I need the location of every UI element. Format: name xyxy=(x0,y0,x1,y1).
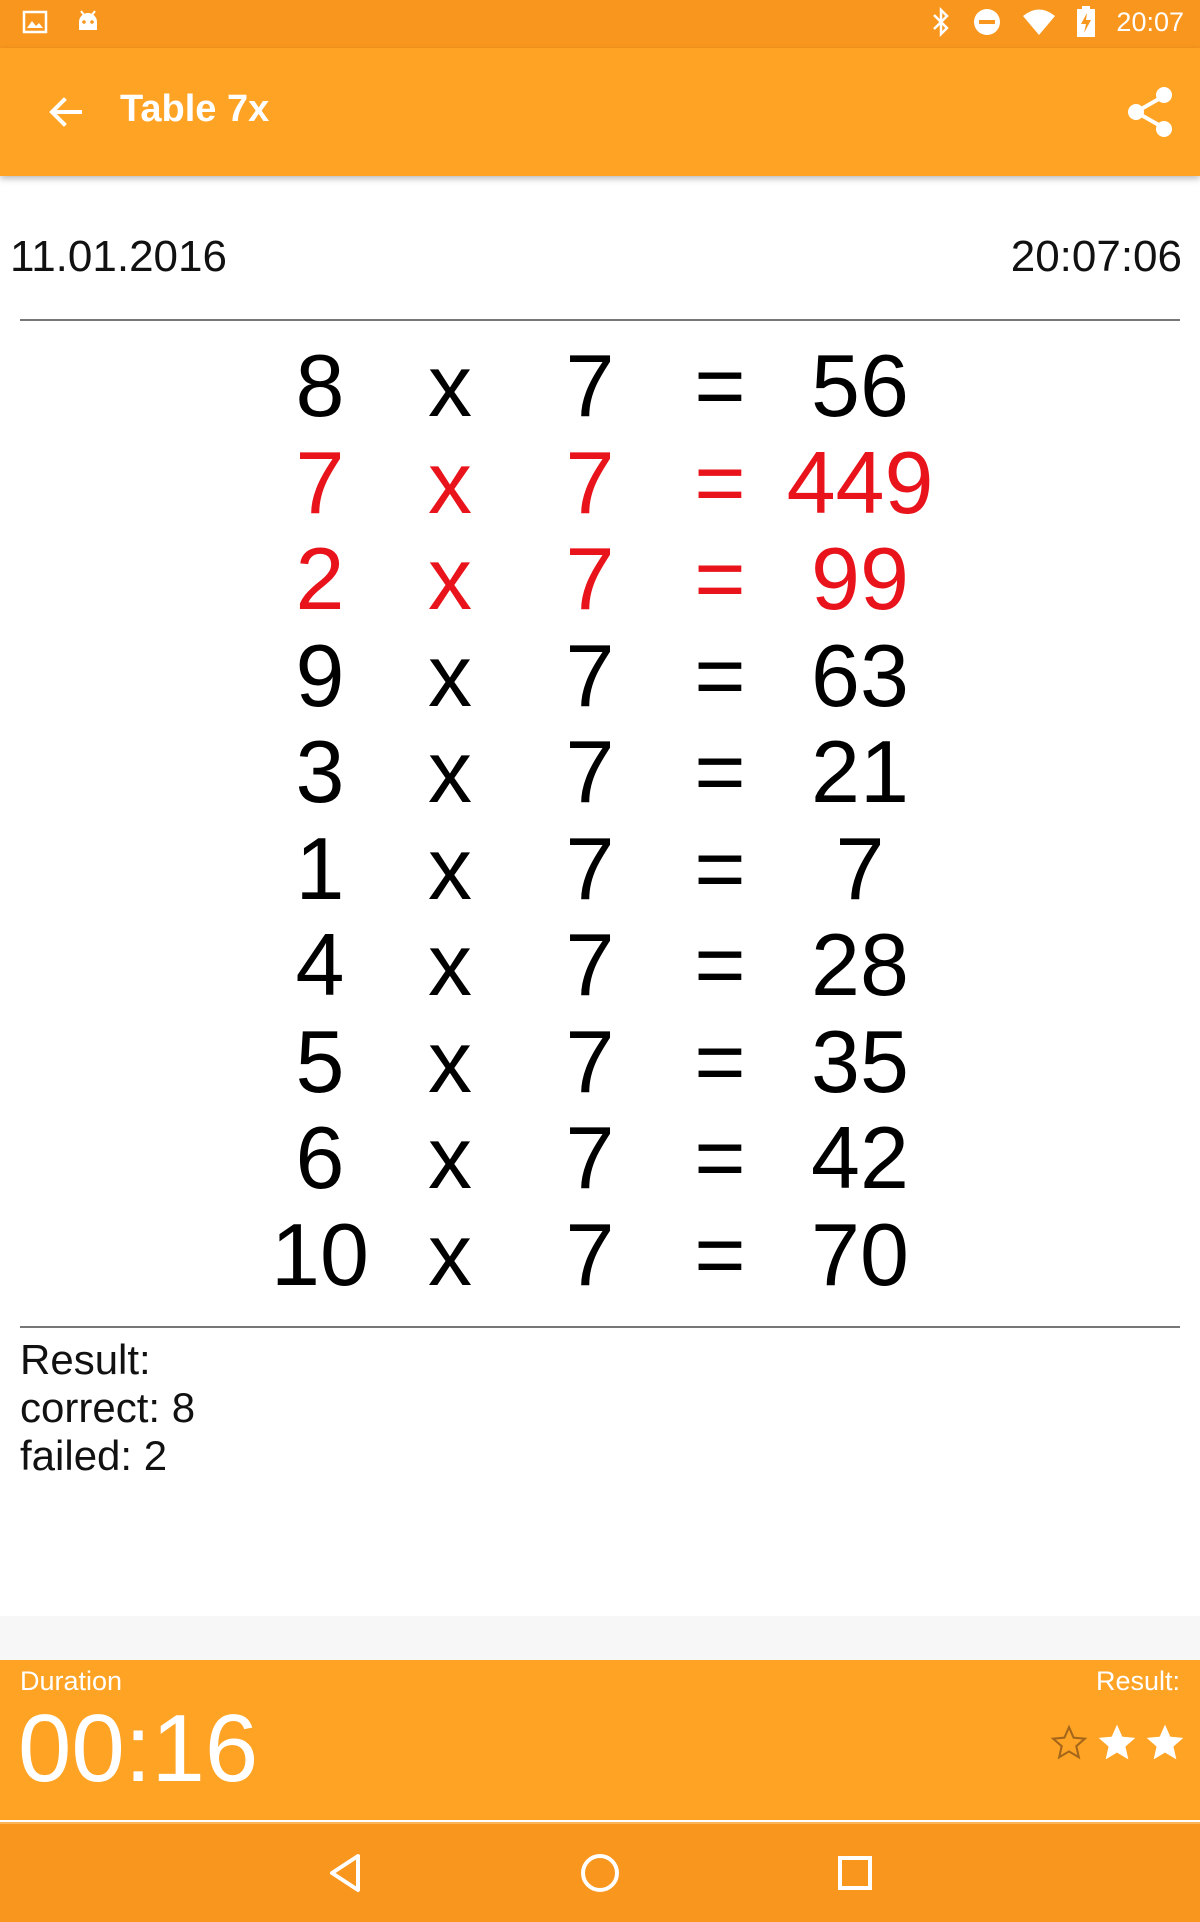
equals-sign: = xyxy=(694,625,746,725)
operand-b: 7 xyxy=(565,625,615,725)
operand-b: 7 xyxy=(565,1011,615,1111)
page-title: Table 7x xyxy=(120,88,270,130)
back-button[interactable] xyxy=(40,86,92,138)
operand-a: 10 xyxy=(271,1204,369,1304)
operand-b: 7 xyxy=(565,1108,615,1207)
nav-recents-button[interactable] xyxy=(828,1846,882,1900)
session-date: 11.01.2016 xyxy=(10,232,227,281)
navigation-bar xyxy=(0,1822,1200,1922)
operand-b: 7 xyxy=(565,336,615,435)
operator-times: x xyxy=(428,818,472,918)
equation-list xyxy=(0,338,1200,1303)
battery-charging-icon xyxy=(1076,6,1096,38)
equation-row xyxy=(0,724,1200,821)
share-button[interactable] xyxy=(1122,84,1178,140)
equation-row xyxy=(0,917,1200,1014)
operand-b: 7 xyxy=(565,432,615,532)
operand-a: 3 xyxy=(295,722,345,821)
operand-a: 9 xyxy=(295,625,345,725)
equals-sign: = xyxy=(694,1108,746,1207)
operand-a: 5 xyxy=(295,1011,345,1111)
answer-value: 56 xyxy=(811,336,909,435)
answer-value: 63 xyxy=(811,625,909,725)
operator-times: x xyxy=(428,915,472,1014)
divider-bottom xyxy=(20,1326,1180,1328)
equals-sign: = xyxy=(694,1204,746,1304)
operator-times: x xyxy=(428,336,472,435)
operator-times: x xyxy=(428,1108,472,1207)
equation-row-wrong xyxy=(0,531,1200,628)
equals-sign: = xyxy=(694,818,746,918)
equation-row xyxy=(0,1110,1200,1207)
star-rating xyxy=(1050,1724,1184,1762)
equals-sign: = xyxy=(694,336,746,435)
divider-top xyxy=(20,319,1180,321)
image-icon xyxy=(22,9,48,35)
bluetooth-icon xyxy=(930,7,952,37)
operand-a: 8 xyxy=(295,336,345,435)
nav-back-button[interactable] xyxy=(318,1846,372,1900)
failed-count: failed: 2 xyxy=(20,1432,168,1479)
recents-square-icon xyxy=(828,1846,882,1900)
answer-value: 449 xyxy=(786,432,934,532)
operand-a: 1 xyxy=(295,818,345,918)
star-filled-icon xyxy=(1146,1724,1184,1762)
answer-value: 42 xyxy=(811,1108,909,1207)
operand-b: 7 xyxy=(565,529,615,628)
equation-row xyxy=(0,338,1200,435)
result-heading: Result: xyxy=(20,1336,151,1383)
operator-times: x xyxy=(428,529,472,628)
operator-times: x xyxy=(428,1011,472,1111)
do-not-disturb-icon xyxy=(972,7,1002,37)
session-time: 20:07:06 xyxy=(1010,232,1182,281)
equals-sign: = xyxy=(694,1011,746,1111)
equation-row-wrong xyxy=(0,432,1200,532)
equation-row xyxy=(0,625,1200,725)
status-bar xyxy=(0,0,1200,48)
result-footer xyxy=(0,1660,1200,1820)
arrow-back-icon xyxy=(40,86,92,138)
android-icon xyxy=(74,8,102,36)
answer-value: 7 xyxy=(835,818,885,918)
answer-value: 70 xyxy=(811,1204,909,1304)
operand-b: 7 xyxy=(565,915,615,1014)
equation-row xyxy=(0,818,1200,918)
operand-a: 6 xyxy=(295,1108,345,1207)
answer-value: 99 xyxy=(811,529,909,628)
home-circle-icon xyxy=(573,1846,627,1900)
operator-times: x xyxy=(428,1204,472,1304)
equals-sign: = xyxy=(694,529,746,628)
operand-b: 7 xyxy=(565,818,615,918)
operator-times: x xyxy=(428,432,472,532)
operand-b: 7 xyxy=(565,1204,615,1304)
operand-a: 4 xyxy=(295,915,345,1014)
equation-row xyxy=(0,1011,1200,1111)
result-label: Result: xyxy=(1095,1666,1180,1696)
equals-sign: = xyxy=(694,915,746,1014)
answer-value: 21 xyxy=(811,722,909,821)
operator-times: x xyxy=(428,625,472,725)
nav-home-button[interactable] xyxy=(573,1846,627,1900)
app-bar xyxy=(0,48,1200,176)
operator-times: x xyxy=(428,722,472,821)
back-triangle-icon xyxy=(318,1846,372,1900)
equals-sign: = xyxy=(694,722,746,821)
equals-sign: = xyxy=(694,432,746,532)
content-bottom-gap xyxy=(0,1616,1200,1660)
star-filled-icon xyxy=(1098,1724,1136,1762)
answer-value: 35 xyxy=(811,1011,909,1111)
correct-count: correct: 8 xyxy=(20,1384,196,1431)
star-outline-icon xyxy=(1050,1724,1088,1762)
status-time: 20:07 xyxy=(1116,6,1184,37)
share-icon xyxy=(1122,84,1178,140)
equation-row xyxy=(0,1204,1200,1304)
duration-label: Duration xyxy=(20,1666,123,1696)
answer-value: 28 xyxy=(811,915,909,1014)
duration-value: 00:16 xyxy=(18,1695,259,1802)
operand-a: 7 xyxy=(295,432,345,532)
operand-b: 7 xyxy=(565,722,615,821)
wifi-icon xyxy=(1022,7,1056,37)
operand-a: 2 xyxy=(295,529,345,628)
